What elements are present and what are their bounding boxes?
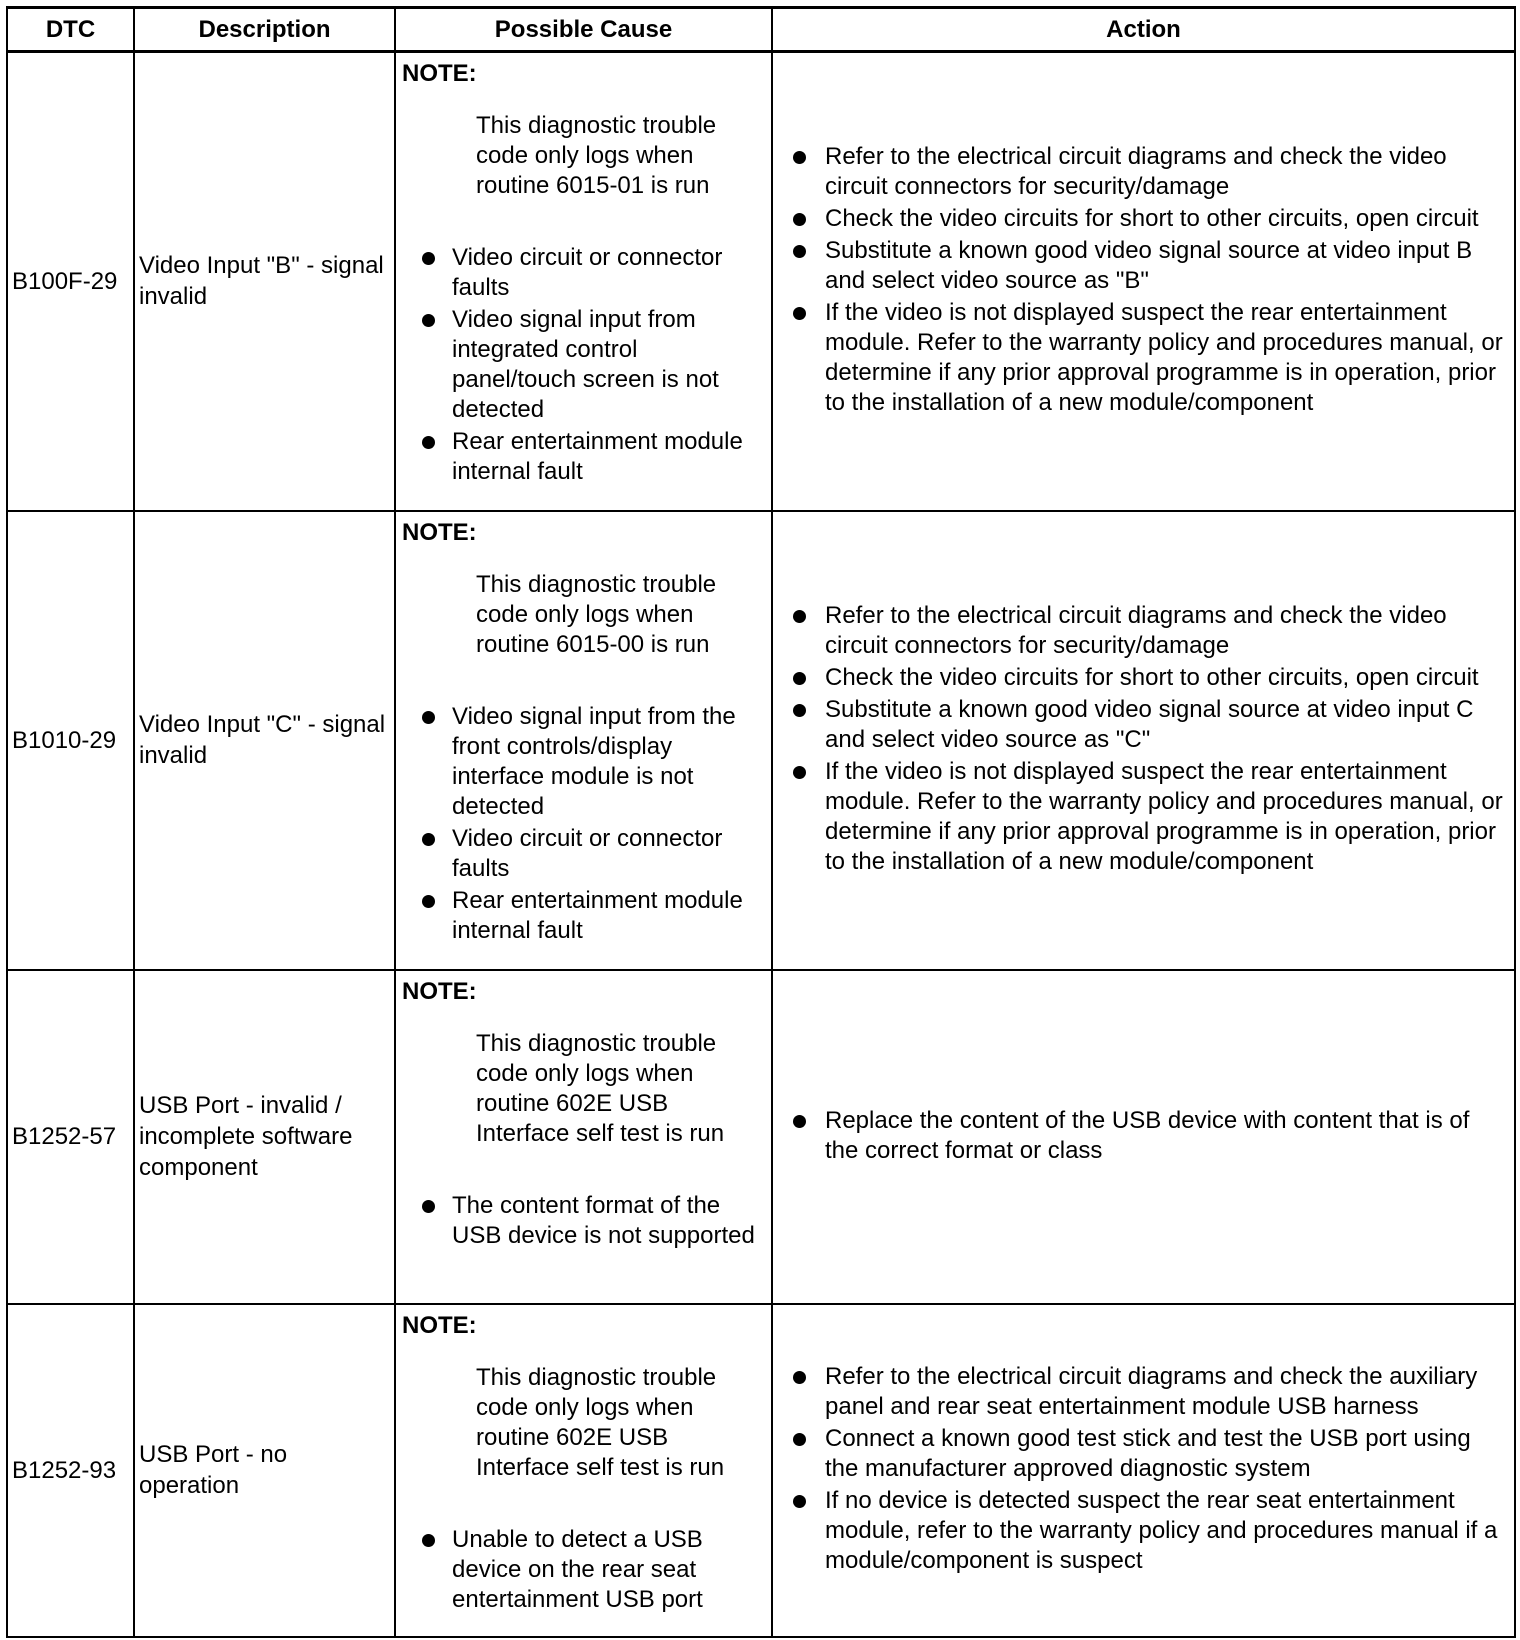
table-row <box>7 511 1515 970</box>
action-item: Refer to the electrical circuit diagrams and check the video circuit connectors for security/damage <box>793 142 1508 202</box>
action-list <box>793 142 1508 418</box>
header-possible-cause: Possible Cause <box>395 8 772 52</box>
action-item: Refer to the electrical circuit diagrams and check the auxiliary panel and rear seat entertainment module USB harness <box>793 1362 1508 1422</box>
action-item: If the video is not displayed suspect the rear entertainment module. Refer to the warranty policy and procedures manual, or determine if any prior approval programme is in operation, prior to the installation of a new module/component <box>793 298 1508 418</box>
cause-item: Unable to detect a USB device on the rear seat entertainment USB port <box>402 1525 757 1615</box>
cause-item: Video circuit or connector faults <box>402 824 757 884</box>
header-description: Description <box>134 8 395 52</box>
action-list <box>793 601 1508 877</box>
action-list <box>793 1106 1508 1166</box>
action-item: Refer to the electrical circuit diagrams and check the video circuit connectors for security/damage <box>793 601 1508 661</box>
note-label: NOTE: <box>402 977 477 1005</box>
cause-item: The content format of the USB device is not supported <box>402 1191 757 1251</box>
possible-cause-cell <box>395 1304 772 1637</box>
cause-list <box>402 243 757 487</box>
action-item: Substitute a known good video signal source at video input B and select video source as "B" <box>793 236 1508 296</box>
dtc-description: Video Input "B" - signal invalid <box>134 52 395 511</box>
dtc-code: B100F-29 <box>7 52 134 511</box>
note-text: This diagnostic trouble code only logs when routine 602E USB Interface self test is run <box>476 1029 725 1147</box>
cause-item: Rear entertainment module internal fault <box>402 886 757 946</box>
dtc-description: Video Input "C" - signal invalid <box>134 511 395 970</box>
dtc-code: B1252-93 <box>7 1304 134 1637</box>
note-label: NOTE: <box>402 1311 477 1339</box>
dtc-code: B1252-57 <box>7 970 134 1304</box>
possible-cause-cell <box>395 970 772 1304</box>
cause-item: Video signal input from the front controls/display interface module is not detected <box>402 702 757 822</box>
action-cell <box>772 1304 1515 1637</box>
action-item: Connect a known good test stick and test the USB port using the manufacturer approved diagnostic system <box>793 1424 1508 1484</box>
header-dtc: DTC <box>7 8 134 52</box>
table-row <box>7 52 1515 511</box>
possible-cause-cell <box>395 511 772 970</box>
header-row <box>7 8 1515 52</box>
action-item: Check the video circuits for short to other circuits, open circuit <box>793 663 1508 693</box>
cause-item: Rear entertainment module internal fault <box>402 427 757 487</box>
note-text: This diagnostic trouble code only logs when routine 6015-00 is run <box>476 570 717 658</box>
action-cell <box>772 970 1515 1304</box>
action-item: If no device is detected suspect the rear seat entertainment module, refer to the warranty policy and procedures manual if a module/component is suspect <box>793 1486 1508 1576</box>
cause-list <box>402 1191 757 1251</box>
action-item: Substitute a known good video signal source at video input C and select video source as "C" <box>793 695 1508 755</box>
dtc-description: USB Port - invalid / incomplete software component <box>134 970 395 1304</box>
dtc-table <box>6 6 1516 1638</box>
cause-item: Video signal input from integrated control panel/touch screen is not detected <box>402 305 757 425</box>
action-item: Replace the content of the USB device with content that is of the correct format or class <box>793 1106 1508 1166</box>
table-row <box>7 1304 1515 1637</box>
table-row <box>7 970 1515 1304</box>
possible-cause-cell <box>395 52 772 511</box>
action-cell <box>772 52 1515 511</box>
action-item: If the video is not displayed suspect the rear entertainment module. Refer to the warranty policy and procedures manual, or determine if any prior approval programme is in operation, prior to the installation of a new module/component <box>793 757 1508 877</box>
header-action: Action <box>772 8 1515 52</box>
action-list <box>793 1362 1508 1576</box>
note-text: This diagnostic trouble code only logs when routine 602E USB Interface self test is run <box>476 1363 725 1481</box>
dtc-description: USB Port - no operation <box>134 1304 395 1637</box>
note-text: This diagnostic trouble code only logs when routine 6015-01 is run <box>476 112 717 199</box>
cause-list <box>402 1525 757 1615</box>
dtc-code: B1010-29 <box>7 511 134 970</box>
cause-list <box>402 702 757 946</box>
action-cell <box>772 511 1515 970</box>
cause-item: Video circuit or connector faults <box>402 243 757 303</box>
note-label: NOTE: <box>402 518 477 546</box>
action-item: Check the video circuits for short to other circuits, open circuit <box>793 204 1508 234</box>
note-label: NOTE: <box>402 60 477 87</box>
